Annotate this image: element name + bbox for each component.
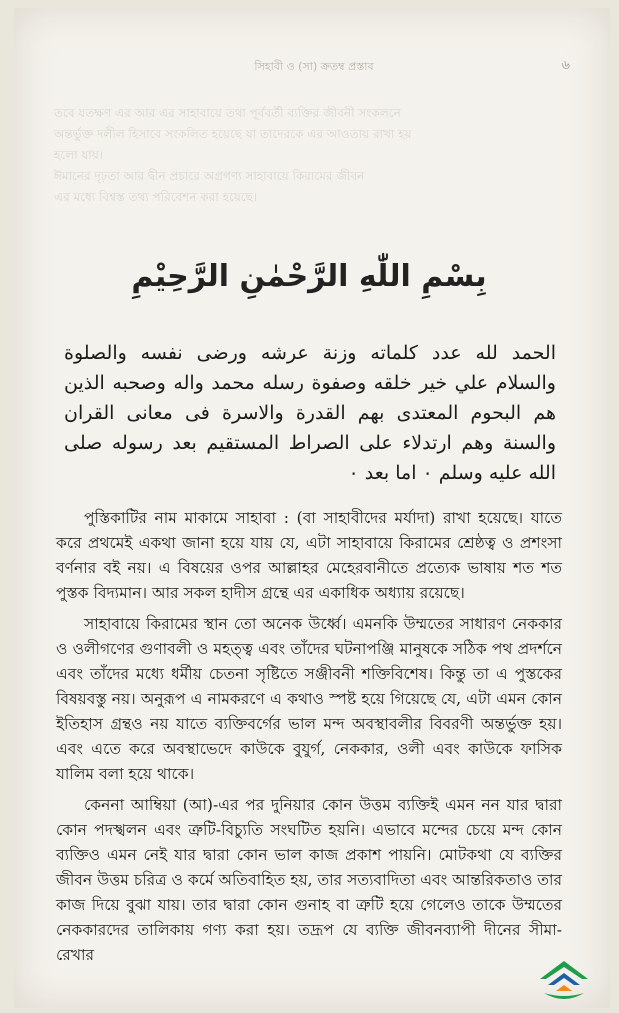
arabic-paragraph: الحمد لله عدد كلماته وزنة عرشه ورضى نفسه والصلوة والسلام علي خير خلقه وصفوة رسله محمد واله وصحبه الذين هم البحوم المعتدى بهم القدرة والاسرة فى معانى القران والسنة وهم ارتدلاء على الصراط المستقيم بعد رسوله صلى الله عليه وسلم ۰ اما بعد ۰ (64, 342, 556, 484)
paragraph-argument: কেননা আম্বিয়া (আ)-এর পর দুনিয়ার কোন উত্তম ব্যক্তিই এমন নন যার দ্বারা কোন পদস্খলন এবং ত্রুটি-বিচ্যুতি সংঘটিত হয়নি। এভাবে মন্দের চেয়ে মন্দ কোন ব্যক্তিও এমন নেই যার দ্বারা কোন ভাল কাজ প্রকাশ পায়নি। মোটকথা যে ব্যক্তির জীবন উত্তম চরিত্র ও কর্মে অতিবাহিত হয়, তার সত্যবাদিতা এবং আন্তরিকতাও তার কাজ দিয়ে বুঝা যায়। তার দ্বারা কোন গুনাহ বা ত্রুটি হয়ে গেলেও তাকে উম্মতের নেককারদের তালিকায় গণ্য করা হয়। তদ্রূপ যে ব্যক্তি জীবনব্যাপী দীনের সীমা-রেখার (56, 796, 562, 964)
paragraph-intro: পুস্তিকাটির নাম মাকামে সাহাবা : (বা সাহাবীদের মর্যাদা) রাখা হয়েছে। যাতে করে প্রথমেই একথা জানা হয়ে যায় যে, এটা সাহাবায়ে কিরামের শ্রেষ্ঠত্ব ও প্রশংসা বর্ণনার বই নয়। এ বিষয়ের ওপর আল্লাহর মেহেরবানীতে প্রত্যেক ভাষায় শত শত পুস্তক বিদ্যমান। আর সকল হাদীস গ্রন্থে এর একাধিক অধ্যায় রয়েছে। (56, 509, 562, 602)
bleed-line: হলো যায়। (54, 148, 104, 162)
arabic-invocation (64, 338, 556, 488)
paragraph-status: সাহাবায়ে কিরামের স্থান তো অনেক উর্ধ্বে। এমনকি উম্মতের সাধারণ নেককার ও ওলীগণের গুণাবলী ও মহত্ত্ব এবং তাঁদের ঘটনাপঞ্জি মানুষকে সঠিক পথ প্রদর্শনে এবং তাঁদের মধ্যে ধর্মীয় চেতনা সৃষ্টিতে সঞ্জীবনী শক্তিবিশেষ। কিন্তু তা এ পুস্তকের বিষয়বস্তু নয়। অনুরূপ এ নামকরণে এ কথাও স্পষ্ট হয়ে গিয়েছে যে, এটা এমন কোন ইতিহাস গ্রন্থও নয় যাতে ব্যক্তিবর্গের ভাল মন্দ অবস্থাবলীর বিবরণী অন্তর্ভুক্ত হয়। এবং এতে করে অবস্থাভেদে কাউকে বুযুর্গ, নেককার, ওলী এবং কাউকে ফাসিক যালিম বলা হয়ে থাকে। (56, 615, 562, 783)
body-text (56, 506, 562, 974)
running-header: সিহাবী ও (সা) ক্রতম্ব প্রস্তাব (254, 60, 374, 73)
bleed-line: ঈমানের দৃঢ়তা আর দ্বীন প্রচারে অগ্রগণ্য সাহাবায়ে কিরামের জীবন (54, 169, 365, 183)
bleed-through-text (54, 103, 590, 208)
bleed-line: অন্তর্ভুক্ত দলীল হিসাবে সংকলিত হয়েছে যা তাদেরকে এর আওতায় রাখা হয় (54, 127, 412, 141)
publisher-logo-icon (534, 953, 594, 1005)
bleed-line: তবে যতক্ষণ এর আর এর সাহাবায়ে তথা পূর্ববর্তী ব্যক্তির জীবনী সংকলনে (54, 106, 401, 120)
bleed-line: এর মধ্যে বিশ্বস্ত তথ্য পরিবেশন করা হয়েছে। (54, 190, 258, 204)
bismillah-text: بِسْمِ اللّٰهِ الرَّحْمٰنِ الرَّحِيْمِ (131, 259, 487, 294)
book-page (14, 8, 610, 1008)
page-number: ৬ (561, 58, 570, 73)
bismillah-calligraphy (131, 238, 487, 308)
